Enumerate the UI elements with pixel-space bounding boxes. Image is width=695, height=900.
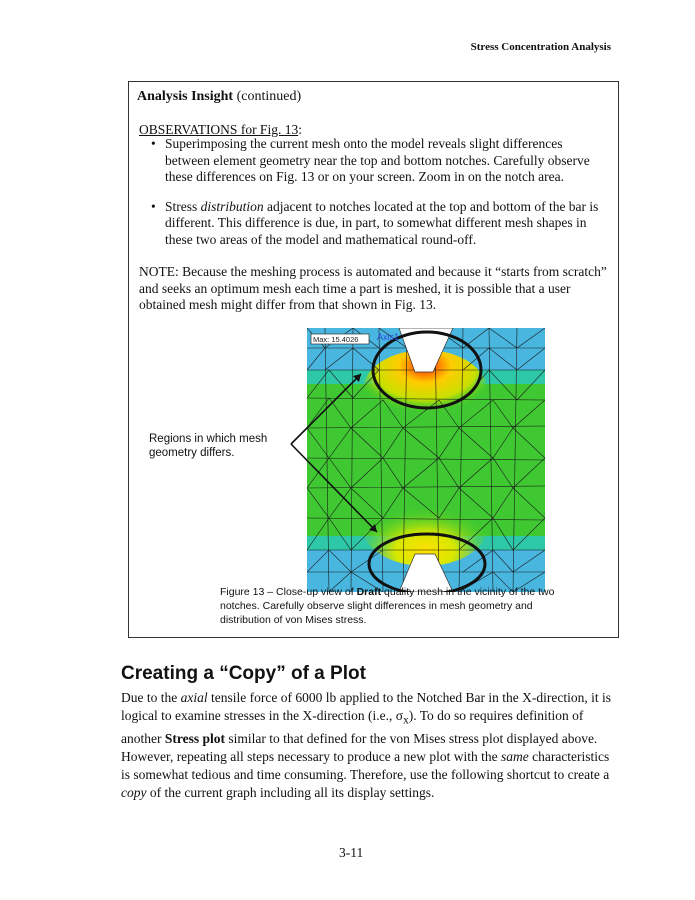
para-text-6: of the current graph including all its display settings. xyxy=(146,784,435,800)
max-label-text: Max: 15.4026 xyxy=(313,335,359,344)
para-italic-copy: copy xyxy=(121,784,147,800)
note-paragraph: NOTE: Because the meshing process is automated and because it “starts from scratch” and seeks an optimum mesh each time a part is meshed, it is possible that a user obtained mesh might differ from that shown in Fig. 13. xyxy=(139,264,607,312)
para-italic-same: same xyxy=(500,748,529,764)
para-text-1: Due to the xyxy=(121,690,181,705)
running-header: Stress Concentration Analysis xyxy=(470,41,611,53)
bullet-item-1 xyxy=(151,136,606,186)
caption-text-a: Figure 13 – Close-up view of xyxy=(220,586,357,598)
bullet-item-2 xyxy=(151,199,606,249)
bullet-1-text: Superimposing the current mesh onto the model reveals slight differences between element geometry near the top and bottom notches. Carefully observe these differences on Fig. 13 or on your screen. Zoom in on the notch area. xyxy=(165,136,590,184)
observations-list xyxy=(151,136,606,261)
box-title-rest: (continued) xyxy=(233,89,302,104)
page-number: 3-11 xyxy=(339,845,364,860)
para-text-5: characteristics is somewhat tedious and time consuming. Therefore, use the following shortcut to create a xyxy=(121,748,610,782)
para-text-2: tensile force of 6000 lb applied to the Notched Bar in the X-direction, it is logical to examine stresses in the X-direction (i.e., σ xyxy=(121,690,612,723)
bullet-2-text-b: adjacent to notches located at the top and bottom of the bar is different. This difference is due, in part, to somewhat different mesh shapes in these two areas of the model and mathematical round-off. xyxy=(165,198,599,247)
para-text-3: ). To do so requires definition of another xyxy=(121,708,584,746)
figure-caption xyxy=(220,585,560,627)
mesh-figure xyxy=(307,328,545,592)
axis-label-text: Axis1 xyxy=(377,332,400,342)
section-heading: Creating a “Copy” of a Plot xyxy=(121,663,366,684)
bullet-2-emphasis: distribution xyxy=(200,198,264,214)
analysis-insight-box xyxy=(128,81,619,638)
regions-callout-label: Regions in which mesh geometry differs. xyxy=(149,433,268,459)
bullet-dot: • xyxy=(151,198,156,214)
box-title-bold: Analysis Insight xyxy=(137,89,234,104)
caption-bold: Draft xyxy=(356,586,382,598)
box-title xyxy=(137,89,301,105)
para-bold-stress-plot: Stress plot xyxy=(164,730,225,746)
section-paragraph xyxy=(121,689,621,802)
para-italic-axial: axial xyxy=(180,690,208,705)
observations-colon: : xyxy=(298,122,302,137)
para-text-4: similar to that defined for the von Mises stress plot displayed above. However, repeating all steps necessary to produce a new plot with the xyxy=(121,730,598,764)
bullet-dot: • xyxy=(151,136,156,151)
bullet-2-text-a: Stress xyxy=(165,198,201,214)
caption-text-b: quality mesh in the vicinity of the two notches. Carefully observe slight differences in mesh geometry and distribution of von Mises stress. xyxy=(220,586,555,626)
para-subscript-x: x xyxy=(403,714,409,727)
observations-heading-text: OBSERVATIONS for Fig. 13 xyxy=(139,122,299,137)
